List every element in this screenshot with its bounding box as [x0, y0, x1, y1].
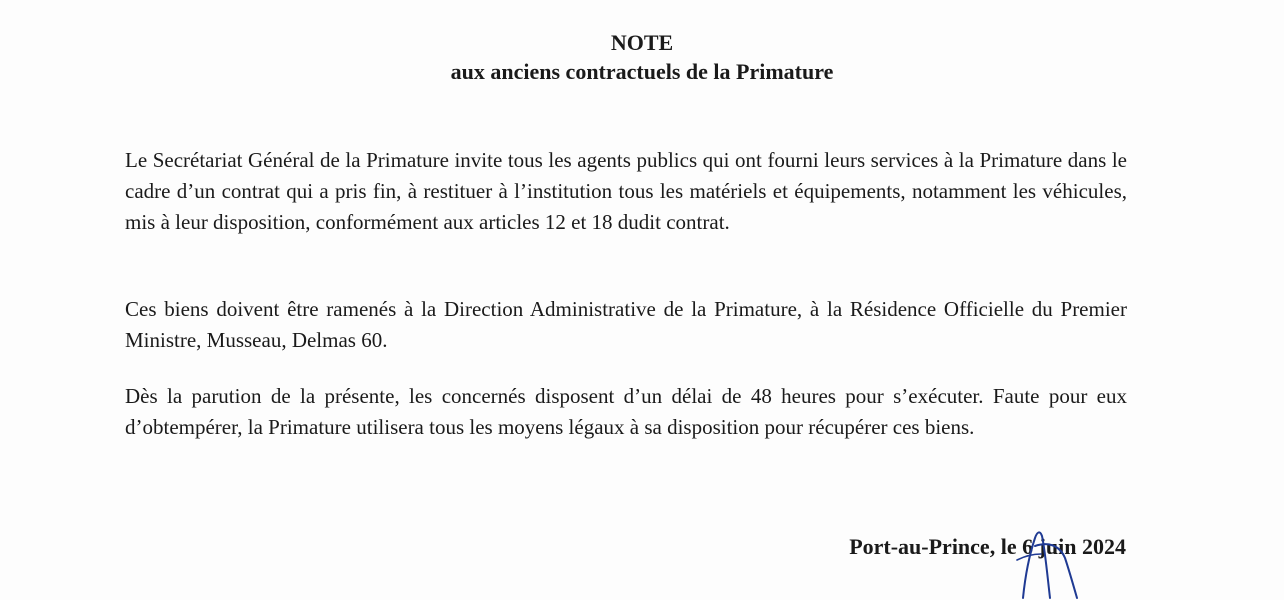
paragraph-2: Ces biens doivent être ramenés à la Direction Administrative de la Primature, à la Résidence Officielle du Premier Ministre, Musseau, Delmas 60.	[125, 297, 1127, 352]
document-title: NOTE	[610, 30, 674, 55]
place-and-date: Port-au-Prince, le 6 juin 2024	[849, 534, 1126, 559]
paragraph-1: Le Secrétariat Général de la Primature invite tous les agents publics qui ont fourni leurs services à la Primature dans le cadre d’un contrat qui a pris fin, à restituer à l’institution tous les matériels et équipements, notamment les véhicules, mis à leur disposition, conformément aux articles 12 et 18 dudit contrat.	[125, 148, 1127, 234]
paragraph-3: Dès la parution de la présente, les concernés disposent d’un délai de 48 heures pour s’exécuter. Faute pour eux d’obtempérer, la Primature utilisera tous les moyens légaux à sa disposition pour récupérer ces biens.	[125, 384, 1127, 439]
document-subtitle: aux anciens contractuels de la Primature	[450, 59, 834, 84]
